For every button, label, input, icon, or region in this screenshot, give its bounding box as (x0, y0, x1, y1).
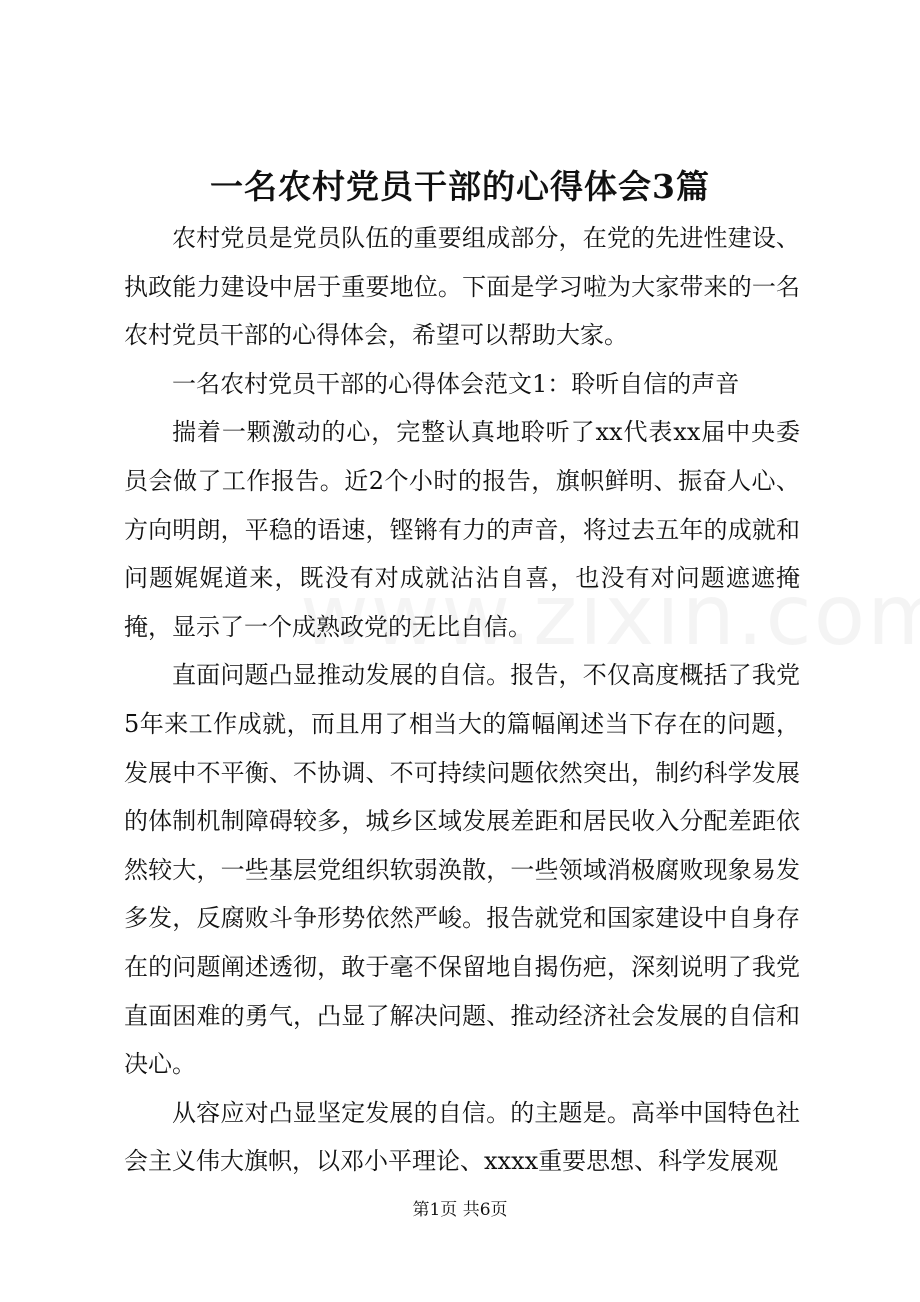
body-paragraph: 揣着一颗激动的心，完整认真地聆听了xx代表xx届中央委员会做了工作报告。近2个小时的报告，旗帜鲜明、振奋人心、方向明朗，平稳的语速，铿锵有力的声音，将过去五年的成就和问题娓娓道来，既没有对成就沾沾自喜，也没有对问题遮遮掩掩，显示了一个成熟政党的无比自信。 (124, 418, 800, 641)
page-footer: 第1页 共6页 (412, 1200, 508, 1220)
document-body (124, 214, 800, 1186)
body-paragraph: 从容应对凸显坚定发展的自信。的主题是。高举中国特色社会主义伟大旗帜，以邓小平理论、xxxx重要思想、科学发展观 (124, 1098, 800, 1176)
body-paragraph: 直面问题凸显推动发展的自信。报告，不仅高度概括了我党5年来工作成就，而且用了相当大的篇幅阐述当下存在的问题，发展中不平衡、不协调、不可持续问题依然突出，制约科学发展的体制机制障碍较多，城乡区域发展差距和居民收入分配差距依然较大，一些基层党组织软弱涣散，一些领域消极腐败现象易发多发，反腐败斗争形势依然严峻。报告就党和国家建设中自身存在的问题阐述透彻，敢于毫不保留地自揭伤疤，深刻说明了我党直面困难的勇气，凸显了解决问题、推动经济社会发展的自信和决心。 (124, 661, 800, 1079)
document-title: 一名农村党员干部的心得体会3篇 (210, 167, 710, 206)
section-heading: 一名农村党员干部的心得体会范文1：聆听自信的声音 (172, 369, 740, 398)
intro-paragraph: 农村党员是党员队伍的重要组成部分，在党的先进性建设、执政能力建设中居于重要地位。下面是学习啦为大家带来的一名农村党员干部的心得体会，希望可以帮助大家。 (124, 224, 800, 350)
